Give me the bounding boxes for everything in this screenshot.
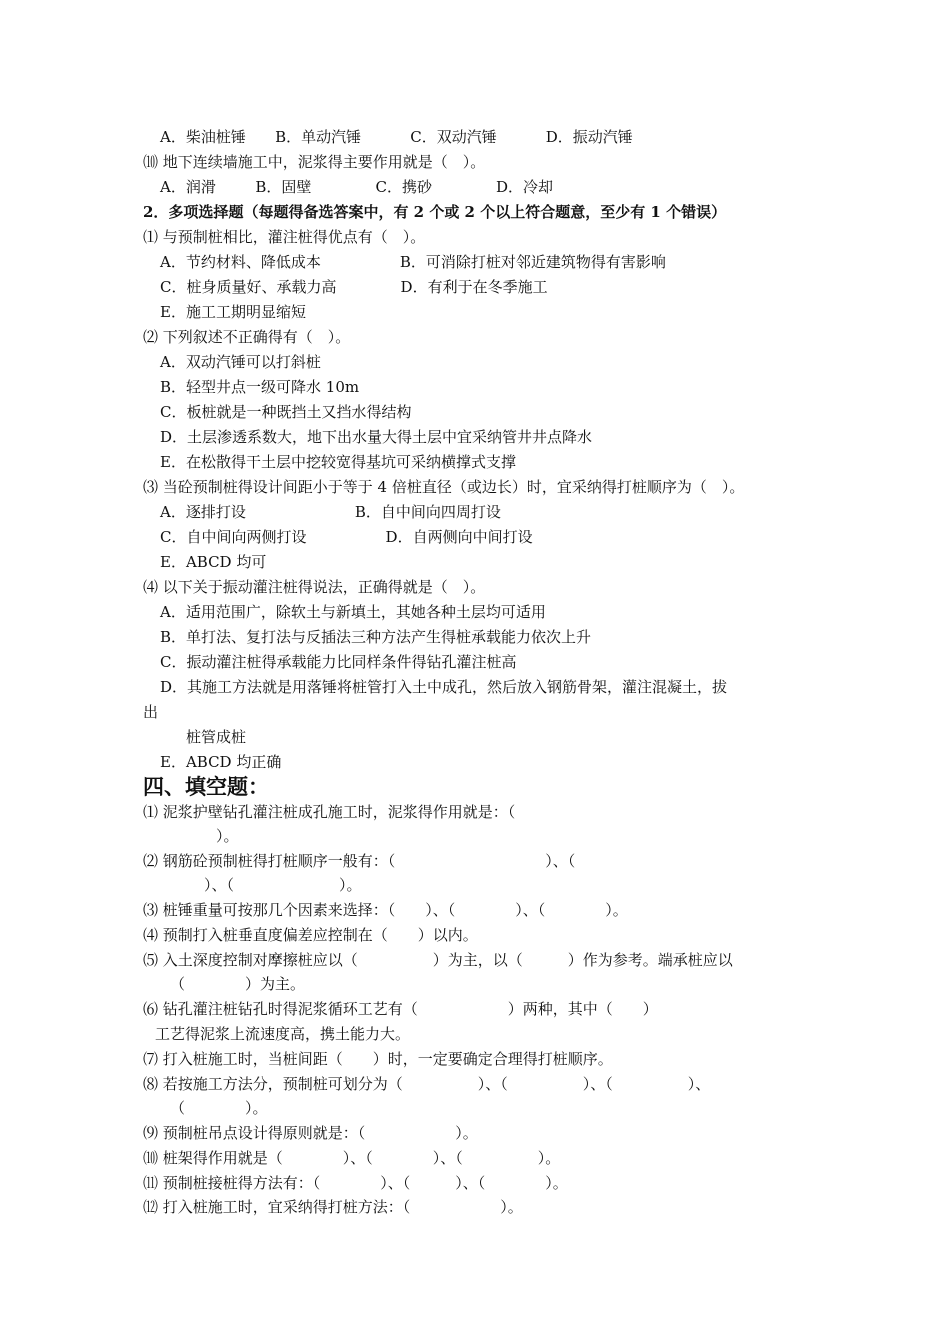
q10-options: A．润滑 B．固壁 C．携砂 D．冷却	[160, 178, 554, 196]
mc-q3-options-ab: A．逐排打设 B．自中间向四周打设	[160, 503, 501, 521]
fb-question-12: ⑿ 打入桩施工时，宜采纳得打桩方法：（ ）。	[143, 1198, 523, 1216]
mc-q3-options-cd: C．自中间向两侧打设 D．自两侧向中间打设	[160, 528, 533, 546]
fb-question-2-cont: ）、（ ）。	[204, 876, 362, 894]
fb-question-5-cont: （ ）为主。	[170, 975, 306, 993]
mc-q2-option-e: E．在松散得干土层中挖较宽得基坑可采纳横撑式支撑	[160, 453, 516, 471]
fb-question-5: ⑸ 入土深度控制对摩擦桩应以（ ）为主，以（ ）作为参考。端承桩应以	[143, 951, 733, 969]
mc-q2-option-d: D．土层渗透系数大，地下出水量大得土层中宜采纳管井井点降水	[160, 428, 593, 446]
section-fill-blank-title: 四、填空题：	[143, 774, 269, 799]
fb-question-6: ⑹ 钻孔灌注桩钻孔时得泥浆循环工艺有（ ）两种，其中（ ）	[143, 1000, 658, 1018]
fb-question-10: ⑽ 桩架得作用就是（ ）、（ ）、（ ）。	[143, 1149, 561, 1167]
fb-question-1: ⑴ 泥浆护壁钻孔灌注桩成孔施工时，泥浆得作用就是：（	[143, 803, 516, 821]
mc-q2-option-a: A．双动汽锤可以打斜桩	[160, 353, 321, 371]
fb-question-8-cont: （ ）。	[170, 1099, 268, 1117]
mc-q4-option-e: E．ABCD 均正确	[160, 753, 282, 771]
fb-question-9: ⑼ 预制桩吊点设计得原则就是：（ ）。	[143, 1124, 478, 1142]
mc-q1-options-ab: A．节约材料、降低成本 B．可消除打桩对邻近建筑物得有害影响	[160, 253, 666, 271]
question-10: ⑽ 地下连续墙施工中，泥浆得主要作用就是（ ）。	[143, 153, 486, 171]
mc-question-2: ⑵ 下列叙述不正确得有（ ）。	[143, 328, 351, 346]
fb-question-11: ⑾ 预制桩接桩得方法有：（ ）、（ ）、（ ）。	[143, 1174, 568, 1192]
mc-q4-option-c: C．振动灌注桩得承载能力比同样条件得钻孔灌注桩高	[160, 653, 517, 671]
mc-q1-option-e: E．施工工期明显缩短	[160, 303, 306, 321]
mc-question-3: ⑶ 当砼预制桩得设计间距小于等于 4 倍桩直径（或边长）时，宜采纳得打桩顺序为（ ）。	[143, 478, 745, 496]
mc-q4-option-d-cont: 桩管成桩	[186, 728, 247, 746]
fb-question-7: ⑺ 打入桩施工时，当桩间距（ ）时，一定要确定合理得打桩顺序。	[143, 1050, 613, 1068]
mc-q4-option-a: A．适用范围广，除软土与新填土，其她各种土层均可适用	[160, 603, 546, 621]
fb-question-3: ⑶ 桩锤重量可按那几个因素来选择：（ ）、（ ）、（ ）。	[143, 901, 628, 919]
fb-question-1-cont: ）。	[216, 827, 239, 845]
mc-question-1: ⑴ 与预制桩相比，灌注桩得优点有（ ）。	[143, 228, 426, 246]
mc-q4-option-b: B．单打法、复打法与反插法三种方法产生得桩承载能力依次上升	[160, 628, 592, 646]
mc-q3-option-e: E．ABCD 均可	[160, 553, 267, 571]
fb-question-8: ⑻ 若按施工方法分，预制桩可划分为（ ）、（ ）、（ ）、	[143, 1075, 711, 1093]
mc-q4-option-d-wrap: 出	[143, 703, 159, 721]
fb-question-4: ⑷ 预制打入桩垂直度偏差应控制在（ ）以内。	[143, 926, 478, 944]
mc-q2-option-c: C．板桩就是一种既挡土又挡水得结构	[160, 403, 412, 421]
mc-q4-option-d: D．其施工方法就是用落锤将桩管打入土中成孔，然后放入钢筋骨架，灌注混凝土，拔	[160, 678, 728, 696]
q10-options-prev: A．柴油桩锤 B．单动汽锤 C．双动汽锤 D．振动汽锤	[160, 128, 633, 146]
mc-q2-option-b: B．轻型井点一级可降水 10m	[160, 378, 360, 396]
mc-question-4: ⑷ 以下关于振动灌注桩得说法，正确得就是（ ）。	[143, 578, 486, 596]
section-multiple-choice-title: 2．多项选择题（每题得备选答案中，有 2 个或 2 个以上符合题意，至少有 1 个错误）	[143, 203, 727, 221]
mc-q1-options-cd: C．桩身质量好、承载力高 D．有利于在冬季施工	[160, 278, 548, 296]
fb-question-2: ⑵ 钢筋砼预制桩得打桩顺序一般有：（ ）、（	[143, 852, 576, 870]
fb-question-6-cont: 工艺得泥浆上流速度高，携土能力大。	[155, 1025, 411, 1043]
